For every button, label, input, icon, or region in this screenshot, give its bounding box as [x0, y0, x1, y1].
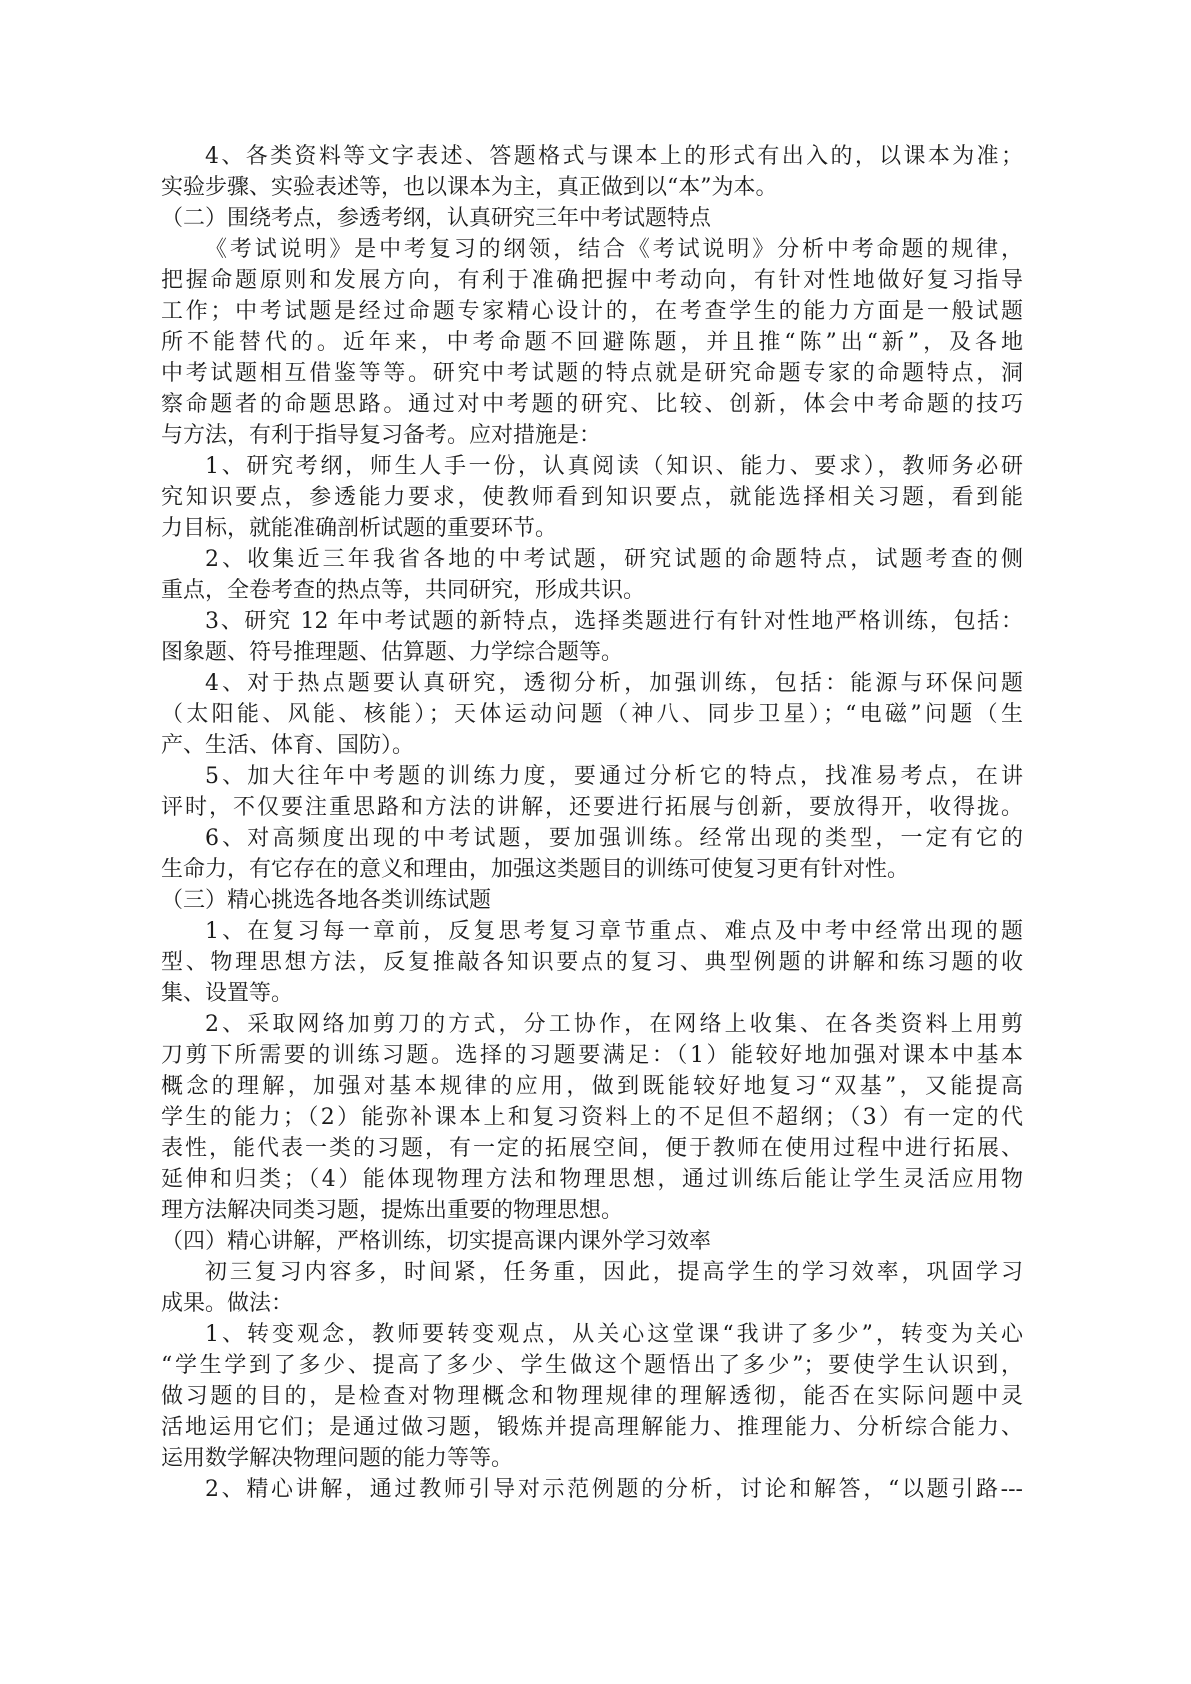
text-line: 活地运用它们；是通过做习题，锻炼并提高理解能力、推理能力、分析综合能力、	[161, 1415, 1023, 1440]
text-line: 运用数学解决物理问题的能力等等。	[161, 1446, 514, 1471]
text-line: 产、生活、体育、国防）。	[161, 733, 415, 758]
text-line: 实验步骤、实验表述等，也以课本为主，真正做到以“本”为本。	[161, 175, 778, 200]
text-line: 4、各类资料等文字表述、答题格式与课本上的形式有出入的，以课本为准；	[205, 144, 1023, 169]
text-line: 概念的理解，加强对基本规律的应用，做到既能较好地复习“双基”，又能提高	[161, 1074, 1023, 1099]
text-line: 所不能替代的。近年来，中考命题不回避陈题，并且推“陈”出“新”，及各地	[161, 330, 1023, 355]
text-line: 察命题者的命题思路。通过对中考题的研究、比较、创新，体会中考命题的技巧	[161, 392, 1023, 417]
text-line: 表性，能代表一类的习题，有一定的拓展空间，便于教师在使用过程中进行拓展、	[161, 1136, 1023, 1161]
text-line: 生命力，有它存在的意义和理由，加强这类题目的训练可使复习更有针对性。	[161, 857, 910, 882]
text-line: 5、加大往年中考题的训练力度，要通过分析它的特点，找准易考点，在讲	[205, 764, 1023, 789]
text-line: 中考试题相互借鉴等等。研究中考试题的特点就是研究命题专家的命题特点，洞	[161, 361, 1023, 386]
section-heading: （四）精心讲解，严格训练，切实提高课内课外学习效率	[161, 1229, 712, 1254]
text-line: 刀剪下所需要的训练习题。选择的习题要满足：（1）能较好地加强对课本中基本	[161, 1043, 1023, 1068]
text-line: 延伸和归类；（4）能体现物理方法和物理思想，通过训练后能让学生灵活应用物	[161, 1167, 1023, 1192]
text-line: 集、设置等。	[161, 981, 294, 1006]
text-line: 图象题、符号推理题、估算题、力学综合题等。	[161, 640, 624, 665]
text-line: 学生的能力；（2）能弥补课本上和复习资料上的不足但不超纲；（3）有一定的代	[161, 1105, 1023, 1130]
text-line: 工作；中考试题是经过命题专家精心设计的，在考查学生的能力方面是一般试题	[161, 299, 1023, 324]
text-line: 重点，全卷考查的热点等，共同研究，形成共识。	[161, 578, 646, 603]
text-line: 3、研究 12 年中考试题的新特点，选择类题进行有针对性地严格训练，包括：	[205, 609, 1023, 634]
text-line: 1、研究考纲，师生人手一份，认真阅读（知识、能力、要求），教师务必研	[205, 454, 1023, 479]
text-line: 究知识要点，参透能力要求，使教师看到知识要点，就能选择相关习题，看到能	[161, 485, 1023, 510]
text-line: 成果。做法：	[161, 1291, 294, 1316]
text-line: 2、精心讲解，通过教师引导对示范例题的分析，讨论和解答，“以题引路---	[205, 1477, 1023, 1502]
text-line: 型、物理思想方法，反复推敲各知识要点的复习、典型例题的讲解和练习题的收	[161, 950, 1023, 975]
text-line: 做习题的目的，是检查对物理概念和物理规律的理解透彻，能否在实际问题中灵	[161, 1384, 1023, 1409]
text-line: 6、对高频度出现的中考试题，要加强训练。经常出现的类型，一定有它的	[205, 826, 1023, 851]
text-line: 与方法，有利于指导复习备考。应对措施是：	[161, 423, 602, 448]
text-line: 2、采取网络加剪刀的方式，分工协作，在网络上收集、在各类资料上用剪	[205, 1012, 1023, 1037]
section-heading: （三）精心挑选各地各类训练试题	[161, 888, 492, 913]
section-heading: （二）围绕考点，参透考纲，认真研究三年中考试题特点	[161, 206, 712, 231]
document-body	[161, 141, 1023, 1505]
text-line: 《考试说明》是中考复习的纲领，结合《考试说明》分析中考命题的规律，	[205, 237, 1023, 262]
text-line: 理方法解决同类习题，提炼出重要的物理思想。	[161, 1198, 624, 1223]
text-line: 2、收集近三年我省各地的中考试题，研究试题的命题特点，试题考查的侧	[205, 547, 1023, 572]
text-line: （太阳能、风能、核能）；天体运动问题（神八、同步卫星）；“电磁”问题（生	[161, 702, 1023, 727]
text-line: 1、在复习每一章前，反复思考复习章节重点、难点及中考中经常出现的题	[205, 919, 1023, 944]
text-line: 4、对于热点题要认真研究，透彻分析，加强训练，包括：能源与环保问题	[205, 671, 1023, 696]
text-line: 1、转变观念，教师要转变观点，从关心这堂课“我讲了多少”，转变为关心	[205, 1322, 1023, 1347]
text-line: 初三复习内容多，时间紧，任务重，因此，提高学生的学习效率，巩固学习	[205, 1260, 1023, 1285]
text-line: 把握命题原则和发展方向，有利于准确把握中考动向，有针对性地做好复习指导	[161, 268, 1023, 293]
text-line: 力目标，就能准确剖析试题的重要环节。	[161, 516, 558, 541]
text-line: 评时，不仅要注重思路和方法的讲解，还要进行拓展与创新，要放得开，收得拢。	[161, 795, 1023, 820]
text-line: “学生学到了多少、提高了多少、学生做这个题悟出了多少”；要使学生认识到，	[161, 1353, 1023, 1378]
